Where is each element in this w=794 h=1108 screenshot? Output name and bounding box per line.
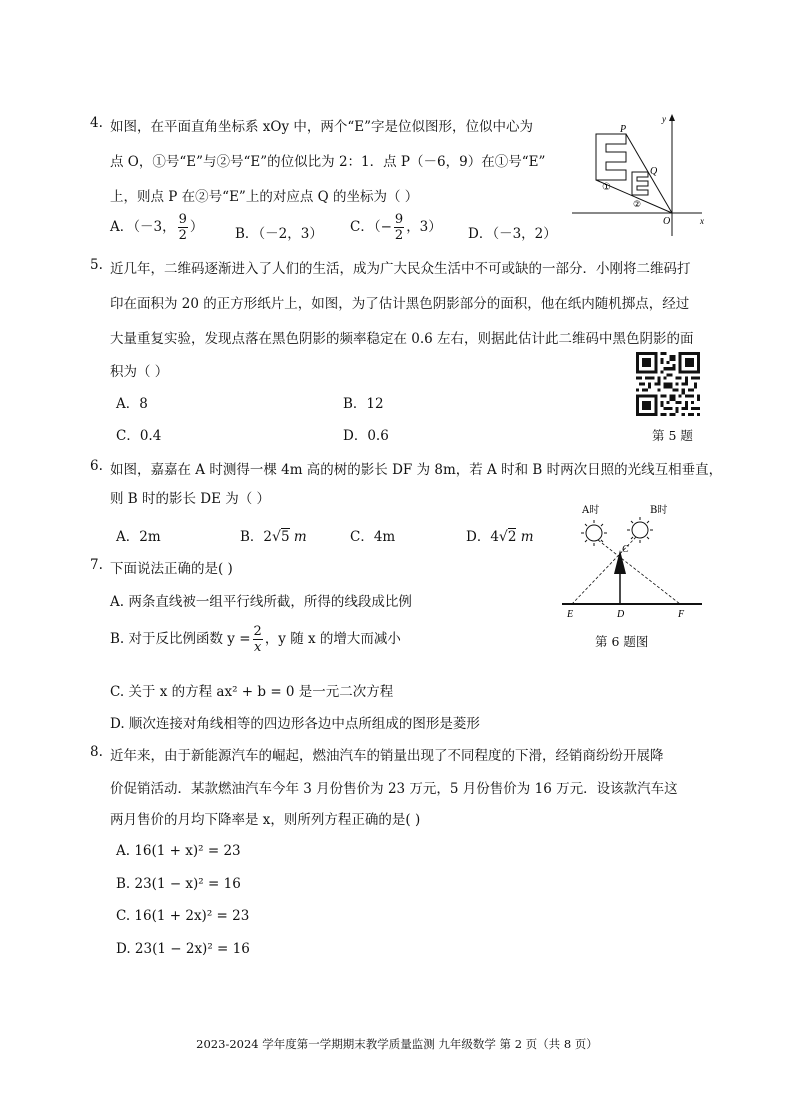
q4-line-3: 上，则点 P 在②号“E”上的对应点 Q 的坐标为（ ） — [110, 189, 419, 205]
q4-number: 4. — [90, 115, 103, 131]
q6-option-d[interactable] — [466, 525, 534, 545]
q6-option-b-prefix: B．2 — [240, 529, 273, 545]
q6-option-a[interactable]: A．2m — [116, 529, 161, 545]
q4-e-shape-2 — [632, 172, 648, 195]
q7-option-b[interactable] — [110, 624, 401, 655]
q6-caption: 第 6 题图 — [595, 634, 649, 649]
q6-option-d-prefix: D．4 — [466, 529, 499, 545]
q4-option-d[interactable]: D．（－3，2） — [468, 226, 557, 242]
q7-option-c[interactable]: C. 关于 x 的方程 ax² + b = 0 是一元二次方程 — [110, 684, 394, 700]
q7-option-b-num: 2 — [253, 624, 262, 639]
q4-option-a-tail: ） — [189, 219, 204, 235]
q5-option-a[interactable]: A．8 — [116, 396, 148, 412]
qr-finder-tr-core — [685, 358, 694, 367]
q6-label-d: D — [617, 609, 625, 620]
q6-number: 6. — [90, 458, 103, 474]
q6-label-b: B时 — [650, 505, 668, 516]
q4-option-a-num: 9 — [178, 212, 187, 227]
q8-line-2: 价促销活动．某款燃油汽车今年 3 月份售价为 23 万元，5 月份售价为 16 万元．设该款汽车这 — [110, 781, 678, 797]
q6-line-1: 如图，嘉嘉在 A 时测得一棵 4m 高的树的影长 DF 为 8m，若 A 时和 B 时两次日照的光线互相垂直， — [110, 462, 723, 478]
q4-label-q: Q — [650, 166, 658, 177]
q7-option-b-prefix: B. 对于反比例函数 y = — [110, 631, 251, 647]
sun-a-icon — [586, 525, 602, 541]
q8-number: 8. — [90, 744, 103, 760]
q4-label-p: P — [620, 124, 627, 135]
q7-number: 7. — [90, 557, 103, 573]
q6-option-c[interactable]: C．4m — [350, 529, 396, 545]
sun-b-icon — [632, 522, 648, 538]
q4-y-arrow — [669, 114, 675, 121]
q4-option-b[interactable]: B．（－2，3） — [235, 226, 323, 242]
q8-option-a[interactable]: A. 16(1 + x)² = 23 — [116, 843, 241, 859]
q5-option-d[interactable]: D．0.6 — [343, 428, 389, 444]
q6-option-b-unit: m — [293, 529, 307, 545]
q4-label-two: ② — [633, 200, 642, 210]
qr-finder-tl-core — [642, 358, 651, 367]
q6-line-2: 则 B 时的影长 DE 为（ ） — [110, 491, 271, 507]
q4-option-c[interactable] — [350, 212, 442, 243]
q6-option-d-radical: √ — [498, 529, 508, 545]
q4-label-o: O — [663, 216, 671, 227]
q8-line-3: 两月售价的月均下降率是 x，则所列方程正确的是( ) — [110, 812, 421, 828]
q5-line-3: 大量重复实验，发现点落在黑色阴影的频率稳定在 0.6 左右，则据此估计此二维码中黑色阴影的面 — [110, 331, 694, 347]
q5-line-1: 近几年，二维码逐渐进入了人们的生活，成为广大民众生活中不可或缺的一部分．小刚将二维码打 — [110, 261, 691, 277]
q4-option-a-fraction — [178, 212, 188, 243]
q8-option-b[interactable]: B. 23(1 − x)² = 16 — [116, 876, 241, 892]
q8-option-c[interactable]: C. 16(1 + 2x)² = 23 — [116, 908, 250, 924]
q6-option-d-radicand: 2 — [507, 529, 517, 545]
q5-caption: 第 5 题 — [652, 428, 693, 443]
q6-option-b-radical: √ — [272, 529, 281, 545]
q7-stem: 下面说法正确的是( ) — [110, 561, 233, 577]
q6-label-e: E — [567, 609, 574, 620]
q7-option-b-tail: ，y 随 x 的增大而减小 — [264, 631, 401, 647]
q4-option-c-tail: ，3） — [406, 219, 442, 235]
q7-option-d[interactable]: D. 顺次连接对角线相等的四边形各边中点所组成的图形是菱形 — [110, 716, 480, 732]
page-footer: 2023-2024 学年度第一学期期末教学质量监测 九年级数学 第 2 页（共 8 页） — [196, 1037, 598, 1051]
q4-option-c-den: 2 — [394, 228, 404, 243]
sun-b-rays-icon — [627, 517, 653, 543]
q5-option-c[interactable]: C．0.4 — [116, 428, 162, 444]
q8-line-1: 近年来，由于新能源汽车的崛起，燃油汽车的销量出现了不同程度的下滑，经销商纷纷开展降 — [110, 748, 664, 764]
q4-option-a-label: A．（－3， — [110, 219, 176, 235]
q5-option-b[interactable]: B．12 — [343, 396, 384, 412]
q4-option-a[interactable] — [110, 212, 203, 243]
q4-label-x: x — [700, 216, 704, 226]
q4-option-c-num: 9 — [394, 212, 404, 227]
q6-option-d-unit: m — [520, 529, 534, 545]
q8-option-d[interactable]: D. 23(1 − 2x)² = 16 — [116, 941, 250, 957]
q5-line-2: 印在面积为 20 的正方形纸片上，如图，为了估计黑色阴影部分的面积，他在纸内随机掷点，经过 — [110, 296, 690, 312]
qr-code-image — [636, 352, 700, 416]
q4-option-c-fraction — [394, 212, 404, 243]
q6-figure — [556, 500, 706, 625]
q6-label-f: F — [678, 609, 685, 620]
q6-label-a: A时 — [582, 505, 600, 516]
ray-a — [598, 540, 680, 604]
sun-a-rays-icon — [581, 520, 607, 546]
q7-option-b-den: x — [254, 640, 262, 655]
q6-label-c: C — [622, 544, 629, 555]
q5-line-4: 积为（ ） — [110, 364, 169, 380]
q4-line-1: 如图，在平面直角坐标系 xOy 中，两个“E”字是位似图形，位似中心为 — [110, 119, 534, 135]
q4-label-one: ① — [602, 182, 611, 193]
q4-option-c-label: C．（− — [350, 219, 392, 235]
q4-e-shape-1 — [596, 134, 626, 180]
q5-number: 5. — [90, 257, 103, 273]
q4-line-2: 点 O，①号“E”与②号“E”的位似比为 2：1．点 P（－6，9）在①号“E” — [110, 154, 546, 170]
qr-finder-bl-core — [642, 401, 651, 410]
q4-figure — [570, 112, 710, 240]
q4-label-y: y — [662, 114, 666, 124]
q6-option-b[interactable] — [240, 525, 307, 545]
q7-option-a[interactable]: A. 两条直线被一组平行线所截，所得的线段成比例 — [110, 594, 412, 610]
q4-option-a-den: 2 — [178, 228, 187, 243]
q6-option-b-radicand: 5 — [280, 529, 290, 545]
q7-option-b-fraction — [253, 624, 263, 655]
